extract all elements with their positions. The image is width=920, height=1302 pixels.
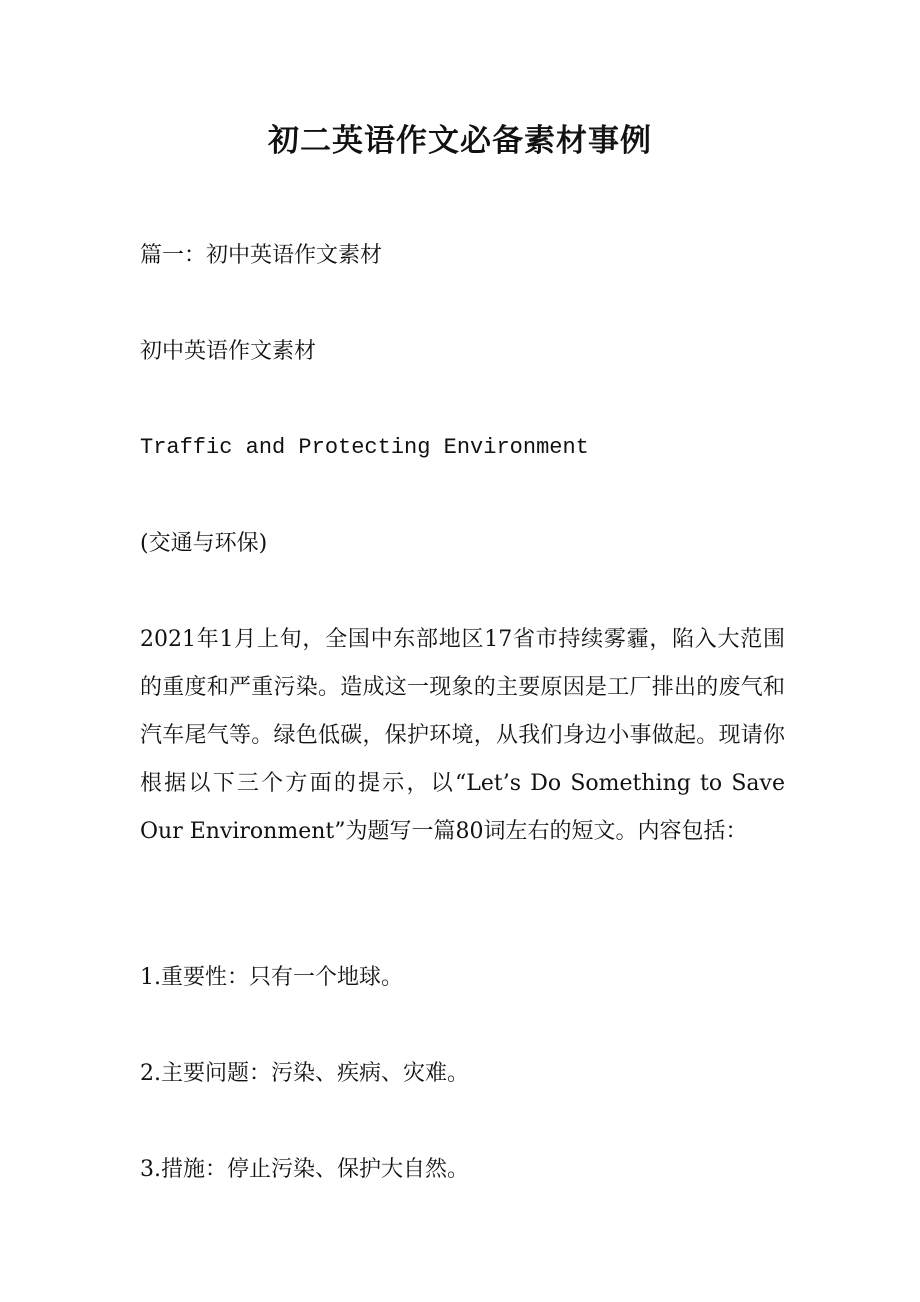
topic-chinese: (交通与环保): [140, 531, 268, 556]
point-item-2: 2.主要问题：污染、疾病、灾难。: [140, 1061, 469, 1086]
topic-english: Traffic and Protecting Environment: [140, 435, 589, 460]
point-item-3: 3.措施：停止污染、保护大自然。: [140, 1157, 469, 1182]
document-title: 初二英语作文必备素材事例: [268, 123, 652, 159]
section-heading: 篇一：初中英语作文素材: [140, 243, 383, 268]
point-item-1: 1.重要性：只有一个地球。: [140, 965, 403, 990]
subheading: 初中英语作文素材: [140, 339, 317, 364]
body-paragraph: 2021年1月上旬，全国中东部地区17省市持续雾霾，陷入大范围的重度和严重污染。造成这一现象的主要原因是工厂排出的废气和汽车尾气等。绿色低碳，保护环境，从我们身边小事做起。现请你根据以下三个方面的提示，以“Let’s Do Something to Save Our Environment”为题写一篇80词左右的短文。内容包括：: [140, 627, 785, 844]
